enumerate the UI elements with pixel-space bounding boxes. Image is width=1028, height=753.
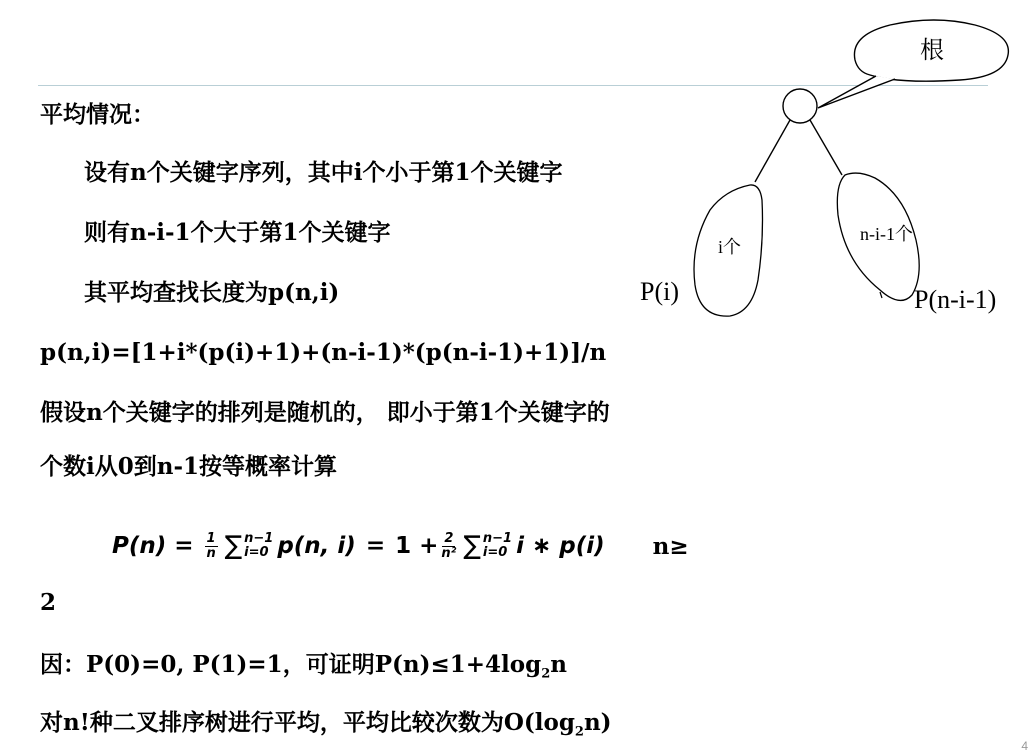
formula-term-1: p(n, i) (277, 533, 356, 559)
left-subtree-count: i个 (718, 237, 742, 257)
conclusion-suffix: n (550, 651, 567, 678)
callout-label: 根 (920, 38, 944, 64)
text-line-greater: 则有n-i-1个大于第1个关键字 (84, 219, 391, 246)
average-comparisons-prefix: 对n!种二叉排序树进行平均，平均比较次数为O(log (40, 709, 575, 736)
text-line-condition-value: 2 (40, 589, 57, 616)
summation-1-lower: i=0 (244, 545, 269, 560)
summation-1-upper: n−1 (244, 531, 274, 546)
fraction-2-numerator: 2 (444, 530, 454, 546)
summation-1-symbol: ∑ (224, 531, 243, 561)
formula-term-2: i ∗ p(i) (516, 533, 605, 559)
text-line-equal-probability: 个数i从0到n-1按等概率计算 (40, 453, 338, 480)
summation-2-lower: i=0 (482, 545, 508, 560)
conclusion-log-base: 2 (541, 666, 551, 682)
fraction-2-denominator: n² (441, 545, 457, 561)
page-number: 4 (1021, 739, 1028, 753)
summation-2-symbol: ∑ (463, 531, 481, 561)
formula-equals-1: = (174, 533, 194, 559)
formula-one-plus: 1 + (395, 533, 439, 559)
formula-lhs: P(n) (112, 533, 167, 559)
left-subtree-label: P(i) (640, 277, 679, 306)
average-comparisons-suffix: n) (583, 709, 612, 736)
section-heading: 平均情况： (40, 101, 155, 128)
fraction-1-denominator: n (206, 545, 216, 561)
right-edge (810, 120, 842, 175)
text-line-sequence: 设有n个关键字序列，其中i个小于第1个关键字 (84, 159, 563, 186)
text-line-recurrence: p(n,i)=[1+i*(p(i)+1)+(n-i-1)*(p(n-i-1)+1)]/n (40, 339, 607, 366)
text-line-average-length: 其平均查找长度为p(n,i) (84, 279, 340, 306)
formula-condition: n≥ (652, 532, 689, 560)
text-line-assumption: 假设n个关键字的排列是随机的， 即小于第1个关键字的 (40, 399, 610, 426)
summation-2-upper: n−1 (482, 531, 513, 546)
conclusion-prefix: 因：P(0)=0, P(1)=1，可证明P(n)≤1+4log (40, 651, 542, 678)
right-subtree-tail (880, 292, 882, 298)
average-comparisons-log-base: 2 (574, 724, 584, 740)
callout-pointer (818, 76, 895, 108)
right-subtree-label: P(n-i-1) (914, 285, 997, 314)
fraction-1-numerator: 1 (206, 530, 216, 546)
formula-equals-2: = (365, 533, 386, 559)
left-edge (755, 120, 790, 182)
root-node (783, 89, 817, 123)
right-subtree-count: n-i-1个 (860, 224, 913, 244)
